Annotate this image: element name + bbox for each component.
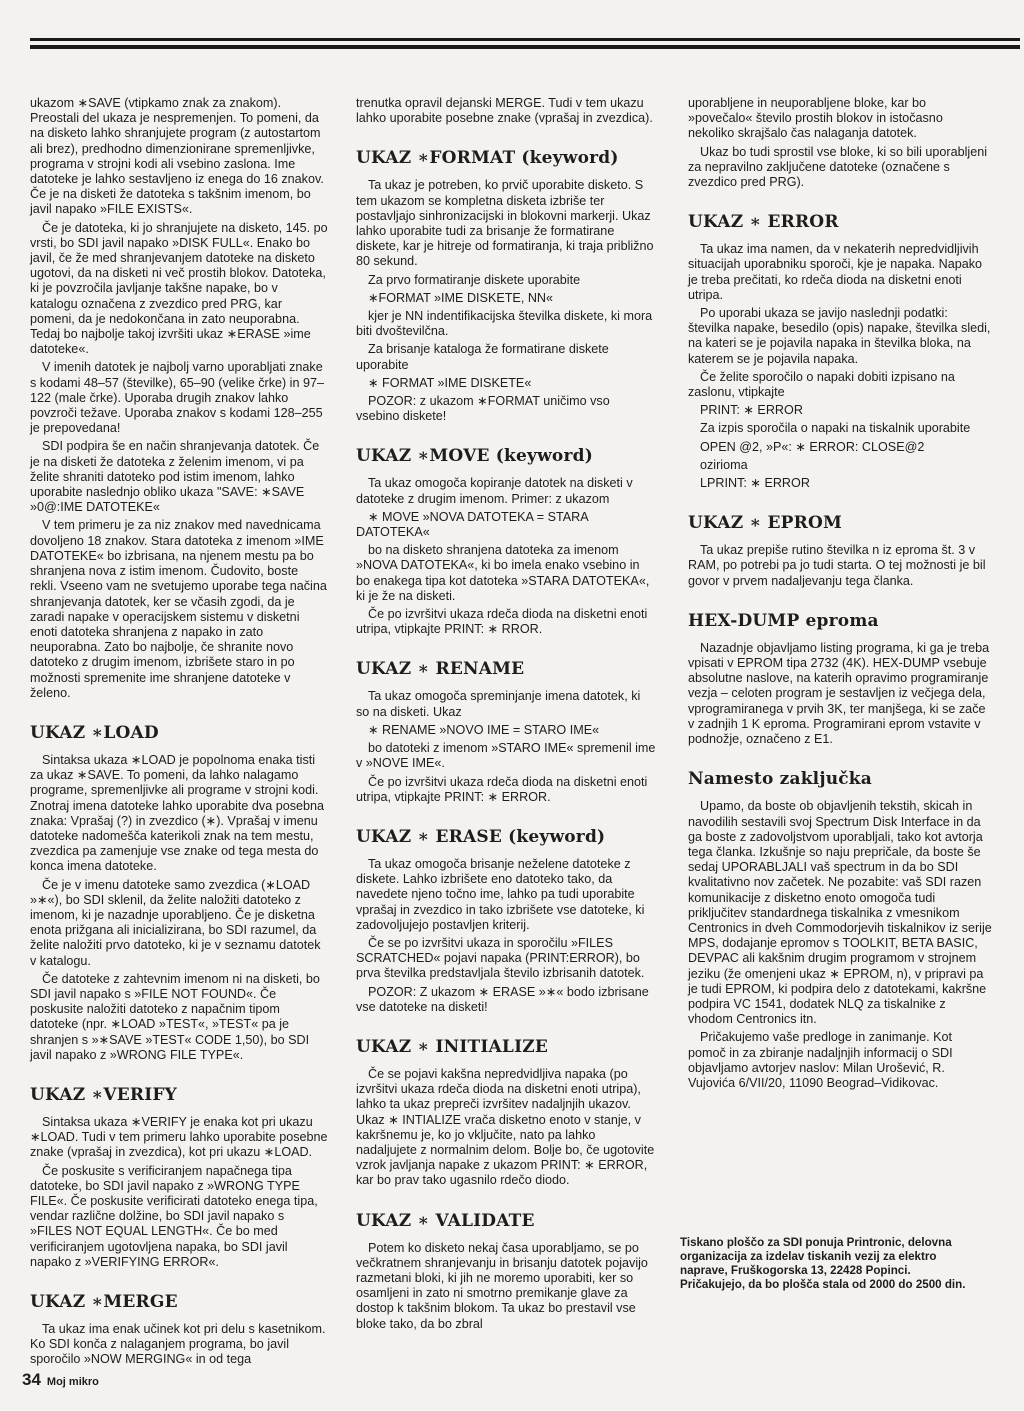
paragraph: Če želite sporočilo o napaki dobiti izpisano na zaslonu, vtipkajte: [688, 369, 955, 400]
paragraph: Če po izvršitvi ukaza rdeča dioda na disketni enoti utripa, vtipkajte PRINT: ∗ ERROR.: [356, 774, 648, 804]
paragraph: Potem ko disketo nekaj časa uporabljamo, se po večkratnem shranjevanju in brisanju datotek pojavijo razmetani bloki, ki jih ne moremo uporabiti, ker so osamljeni in zato ni smotrno premikanje glave za dostop k takšnim blokom. Ta ukaz bo prestavil vse bloke tako, da bo zbral: [356, 1240, 648, 1331]
paragraph: POZOR: z ukazom ∗FORMAT uničimo vso vsebino diskete!: [356, 394, 610, 424]
page-footer: [22, 1370, 99, 1390]
paragraph: Če se po izvršitvi ukaza in sporočilu »FILES SCRATCHED« pojavi napaka (PRINT:ERROR), bo prva številka predstavljala število izbrisanih datotek.: [356, 935, 645, 981]
paragraph: Če je datoteka, ki jo shranjujete na disketo, 145. po vrsti, bo SDI javil napako »DISK FULL«. Enako bo javil, če že med shranjevanjem datoteke na disketo ugotovi, da na disketi ni več prostih blokov. Datoteka, ki je povzročila javljanje takšne napake, bo v katalogu označena z zvezdico pred PRG, kar pomeni, da je nedokončana in zato neuporabna. Tedaj bo najbolje takoj izvršiti ukaz ∗ERASE »ime datoteke«.: [30, 220, 328, 357]
column-1: [30, 96, 328, 1371]
paragraph: Ta ukaz ima enak učinek kot pri delu s kasetnikom. Ko SDI konča z nalaganjem programa, bo javil sporočilo »NOW MERGING« in od tega: [30, 1322, 326, 1367]
paragraph: ozirioma: [700, 457, 748, 472]
paragraph: POZOR: Z ukazom ∗ ERASE »∗« bodo izbrisane vse datoteke na disketi!: [356, 984, 649, 1014]
paragraph: Za prvo formatiranje diskete uporabite: [368, 272, 581, 287]
top-rule: [30, 38, 1020, 41]
paragraph: Ta ukaz omogoča spreminjanje imena datotek, ki so na disketi. Ukaz: [356, 689, 641, 719]
paragraph: bo na disketo shranjena datoteka za imenom »NOVA DATOTEKA«, ki bo imela enako vsebino in bo enakega tipa kot datoteka »STARA DATOTEKA«, ki je že na disketi.: [356, 543, 650, 603]
page-number: 34: [22, 1370, 41, 1389]
section-heading-verify: UKAZ ∗VERIFY: [30, 1084, 178, 1105]
paragraph: Ta ukaz prepiše rutino številka n iz eproma št. 3 v RAM, po potrebi pa jo tudi starta. O tej možnosti je bil govor v prvem nadaljevanju tega članka.: [688, 543, 986, 588]
magazine-name: Moj mikro: [46, 1376, 99, 1388]
paragraph: Sintaksa ukaza ∗VERIFY je enaka kot pri ukazu ∗LOAD. Tudi v tem primeru lahko uporabite posebne znake (vprašaj in zvezdica), kot pri ukazu ∗LOAD.: [30, 1114, 328, 1160]
paragraph: V tem primeru je za niz znakov med navednicama dovoljeno 18 znakov. Stara datoteka z imenom »IME DATOTEKE« bo izbrisana, na njenem mestu pa bo shranjena nova z istim imenom. Čudovito, boste rekli. Vseeno vam ne svetujemo uporabe tega načina shranjevanja datotek, ker se včasih zgodi, da je zaradi napake v operacijskem sistemu v disketni enoti datoteka shranjena z napako in zato neuporabna. Zato bo najbolje, če shranite novo datoteko z drugim imenom, izbrišete staro in po možnosti spremenite ime shranjene datoteke v želeno.: [30, 518, 327, 700]
paragraph: Pričakujemo vaše predloge in zanimanje. Kot pomoč in za zbiranje nadaljnjih informacij o SDI objavljamo avtorjev naslov: Milan Urošević, R. Vujovića 6/VII/20, 11090 Beograd–Vidikovac.: [688, 1030, 953, 1090]
section-heading-move: UKAZ ∗MOVE (keyword): [356, 446, 593, 467]
paragraph: Sintaksa ukaza ∗LOAD je popolnoma enaka tisti za ukaz ∗SAVE. To pomeni, da lahko nalagamo programe, spremenljivke ali programe v strojni kodi. Znotraj imena datoteke lahko uporabite dva posebna znaka: Vprašaj (?) in zvezdico (∗). Vprašaj v imenu datoteke nadomešča katerikoli znak na tem mestu, zvezdica pa zamenjuje vse znake od tega mesta do konca imena datoteke.: [30, 752, 325, 874]
paragraph: Ta ukaz ima namen, da v nekaterih nepredvidljivih situacijah uporabniku sporoči, kje je napaka. Napako je treba prečitati, ko rdeča dioda na disketni enoti utripa.: [688, 242, 983, 302]
code-line: LPRINT: ∗ ERROR: [700, 476, 810, 491]
paragraph: trenutka opravil dejanski MERGE. Tudi v tem ukazu lahko uporabite posebne znake (vprašaj in zvezdica).: [356, 96, 653, 126]
paragraph: Ukaz bo tudi sprostil vse bloke, ki so bili uporabljeni za nepravilno zaključene datoteke (označene s zvezdico pred PRG).: [688, 144, 987, 190]
section-heading-initialize: UKAZ ∗ INITIALIZE: [356, 1036, 549, 1057]
section-heading-eprom: UKAZ ∗ EPROM: [688, 513, 842, 534]
paragraph: Ta ukaz omogoča brisanje neželene datoteke z diskete. Lahko izbrišete eno datoteko tako, da navedete njeno točno ime, lahko pa tudi uporabite vprašaj in zvezdico in tako izbrišete vse datoteke, ki zadovoljujejo postavljen kriterij.: [356, 856, 645, 932]
paragraph: ukazom ∗SAVE (vtipkamo znak za znakom). Preostali del ukaza je nespremenjen. To pomeni, da na disketo lahko shranjujete program (z autostartom ali brez), predhodno dimenzionirane spremenljivke, programa v strojni kodi ali vsebino zaslona. Ime datoteke je lahko sestavljeno iz enega do 16 znakov. Če je na disketi že datoteka s takšnim imenom, bo javil napako »FILE EXISTS«.: [30, 96, 324, 217]
section-heading-rename: UKAZ ∗ RENAME: [356, 659, 525, 680]
column-3: [688, 96, 992, 1094]
section-heading-hex-dump: HEX-DUMP eproma: [688, 610, 879, 631]
paragraph: Po uporabi ukaza se javijo naslednji podatki: številka napake, besedilo (opis) napake, številka sledi, na kateri se je pojavila napaka in številka bloka, na katerem se je pojavila napaka.: [688, 306, 991, 366]
paragraph: Če po izvršitvi ukaza rdeča dioda na disketni enoti utripa, vtipkajte PRINT: ∗ RROR.: [356, 607, 648, 637]
paragraph: Ta ukaz je potreben, ko prvič uporabite disketo. S tem ukazom se kompletna disketa izbriše ter postavljajo sinhronizacijski in blokovni markerji. Ukaz lahko uporabite tudi za brisanje že formatirane diskete, kar je hitreje od formatiranja, ki traja približno 80 sekund.: [356, 178, 654, 269]
section-heading-erase: UKAZ ∗ ERASE (keyword): [356, 826, 606, 847]
section-heading-namesto-zakljucka: Namesto zaključka: [688, 769, 873, 790]
section-heading-format: UKAZ ∗FORMAT (keyword): [356, 148, 619, 169]
column-2: [356, 96, 656, 1335]
paragraph: Za brisanje kataloga že formatirane diskete uporabite: [356, 342, 609, 372]
code-line: PRINT: ∗ ERROR: [700, 403, 803, 418]
paragraph: Če poskusite s verificiranjem napačnega tipa datoteke, bo SDI javil napako z »WRONG TYPE FILE«. Če poskusite verificirati datoteko enega tipa, vendar različne dolžine, bo SDI javil napako s »FILES NOT EQUAL LENGTH«. Če bo med verificiranjem ugotovljena napaka, bo SDI javil napako z »VERIFYING ERROR«.: [30, 1163, 318, 1269]
paragraph: Če se pojavi kakšna nepredvidljiva napaka (po izvršitvi ukaza rdeča dioda na disketni enoti utripa), lahko ta ukaz prepreči izvršitev nadaljnjih ukazov. Ukaz ∗ INTIALIZE vrača disketno enoto v stanje, v kakršnemu je, ko jo vključite, nato pa lahko nadaljujete z normalnim delom. Bolje bo, če ugotovite vzrok javljanja napake z ukazom PRINT: ∗ ERROR, kar bo prav tako ugasnilo rdečo diodo.: [356, 1066, 655, 1188]
paragraph: Nazadnje objavljamo listing programa, ki ga je treba vpisati v EPROM tipa 2732 (4K). HEX-DUMP vsebuje absolutne naslove, na katerih opravimo programiranje vezja – celoten program je sestavljen iz večjega dela, vprogramiranega v prvih 3K, ter manjšega, ki se zače v zadnjih 1 K eproma. Programirani eprom vstavite v podnožje, označeno z E1.: [688, 640, 990, 747]
paragraph: Če datoteke z zahtevnim imenom ni na disketi, bo SDI javil napako s »FILE NOT FOUND«. Če poskusite naložiti datoteko z napačnim tipom datoteke (npr. ∗LOAD »TEST«, »TEST« pa je shranjen s »∗SAVE »TEST« CODE 1,50), bo SDI javil napako z »WRONG FILE TYPE«.: [30, 971, 320, 1062]
code-line: ∗ MOVE »NOVA DATOTEKA = STARA DATOTEKA«: [356, 509, 588, 540]
paragraph: bo datoteki z imenom »STARO IME« spremenil ime v »NOVE IME«.: [356, 741, 656, 771]
code-line: OPEN @2, »P«: ∗ ERROR: CLOSE@2: [700, 439, 925, 454]
paragraph: Za izpis sporočila o napaki na tiskalnik uporabite: [700, 421, 971, 436]
paragraph: Ta ukaz omogoča kopiranje datotek na disketi v datoteke z drugim imenom. Primer: z ukazom: [356, 476, 633, 506]
code-line: ∗ FORMAT »IME DISKETE«: [368, 375, 532, 390]
paragraph: Če je v imenu datoteke samo zvezdica (∗LOAD »∗«), bo SDI sklenil, da želite naložiti datoteko z imenom, ki je nazadnje uporabljeno. Če je disketna enota prižgana ali inicializirana, bo SDI razumel, da želite naložiti prvo datoteko, ki je v seznamu datotek v katalogu.: [30, 877, 321, 968]
section-heading-validate: UKAZ ∗ VALIDATE: [356, 1210, 535, 1231]
section-heading-merge: UKAZ ∗MERGE: [30, 1292, 178, 1313]
section-heading-error: UKAZ ∗ ERROR: [688, 212, 839, 233]
section-heading-load: UKAZ ∗LOAD: [30, 722, 159, 743]
code-line: ∗FORMAT »IME DISKETE, NN«: [368, 290, 554, 305]
paragraph: Upamo, da boste ob objavljenih tekstih, skicah in navodilih sestavili svoj Spectrum Disk Interface in da ga boste z zadovoljstvom uporabljali, tako kot avtorja tega članka. Izkušnje so naju prepričale, da boste še sedaj UPORABLJALI vaš spectrum in da bo SDI kvalitativno nov začetek. Ne pozabite: vaš SDI razen komunikacije z disketno enoto omogoča tudi priključitev standardnega tiskalnika z vmesnikom Centronics in dveh Commodorjevih tiskalnikov iz serije MPS, dodajanje epromov s TOOLKIT, BETA BASIC, DEVPAC ali kakšnim drugim programom v strojnem jeziku (že omenjeni ukaz ∗ EPROM, n), v pripravi pa je tudi EPROM, ki podpira delo z datotekami, kakršne podpira VC 1541, dodatek NLQ za tiskalnike z vhodom Centronics itn.: [688, 799, 992, 1027]
code-line: ∗ RENAME »NOVO IME = STARO IME«: [368, 722, 600, 737]
paragraph: uporabljene in neuporabljene bloke, kar bo »povečalo« število prostih blokov in istočasno nekoliko skrajšalo čas nalaganja datotek.: [688, 96, 943, 141]
paragraph: SDI podpira še en način shranjevanja datotek. Če je na disketi že datoteka z želenim imenom, vi pa želite shraniti datoteko pod istim imenom, lahko uporabite naslednjo obliko ukaza "SAVE: ∗SAVE »0@:IME DATOTEKE«: [30, 439, 320, 515]
paragraph: kjer je NN indentifikacijska številka diskete, ki mora biti dvoštevilčna.: [356, 309, 653, 339]
imprint-note: Tiskano ploščo za SDI ponuja Printronic, delovna organizacija za izdelav tiskanih vezij za elektro naprave, Fruškogorska 13, 22428 Popinci. Pričakujejo, da bo plošča stala od 2000 do 2500 din.: [680, 1236, 966, 1291]
top-rule-thick: [30, 45, 1020, 49]
paragraph: V imenih datotek je najbolj varno uporabljati znake s kodami 48–57 (številke), 65–90 (velike črke) in 97–122 (male črke). Uporaba drugih znakov lahko povzroči težave. Uporaba znakov s kodami 128–255 je prepovedana!: [30, 360, 324, 436]
